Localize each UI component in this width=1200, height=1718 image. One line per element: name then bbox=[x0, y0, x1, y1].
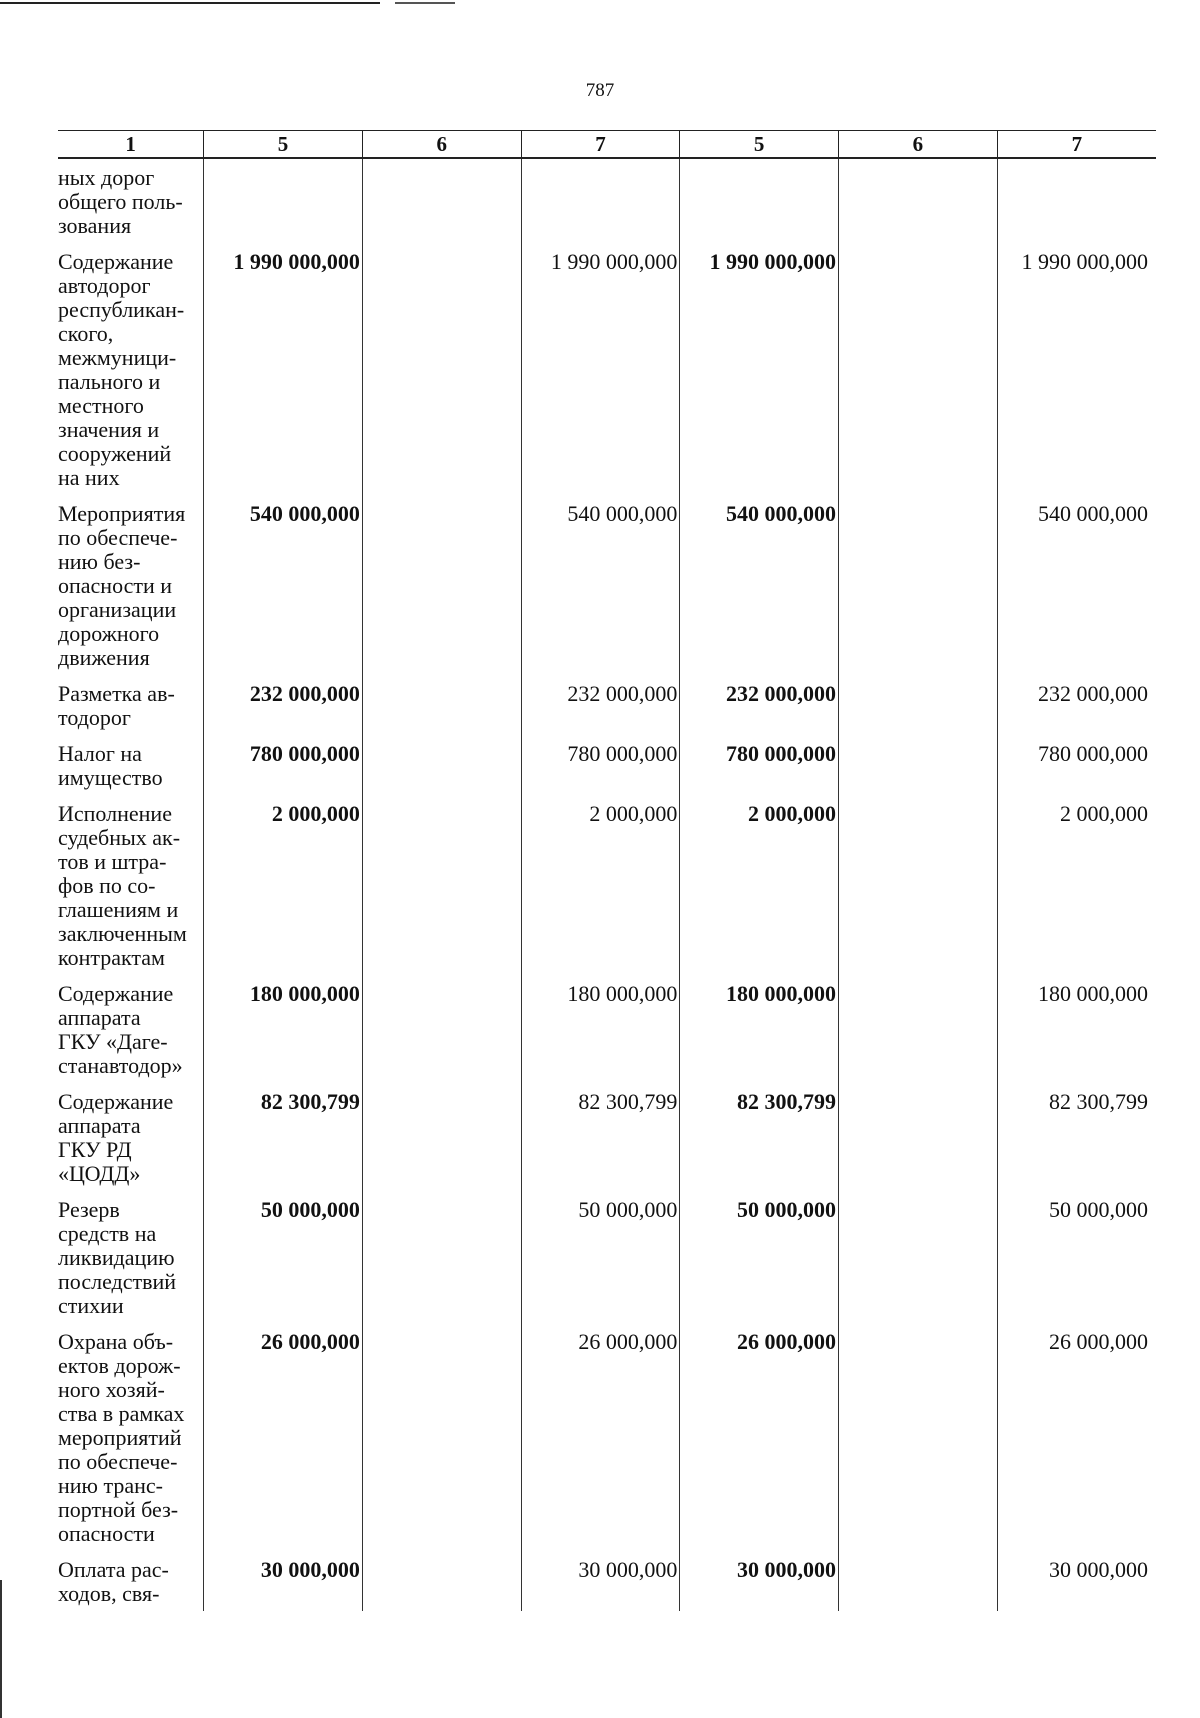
value-cell-c7a bbox=[521, 158, 680, 243]
value-cell-c5a: 26 000,000 bbox=[204, 1323, 363, 1551]
value-cell-c5a: 82 300,799 bbox=[204, 1083, 363, 1191]
column-header: 6 bbox=[839, 131, 998, 159]
value-cell-c5b: 82 300,799 bbox=[680, 1083, 839, 1191]
value-cell-c5a: 50 000,000 bbox=[204, 1191, 363, 1323]
value-cell-c6b bbox=[839, 243, 998, 495]
value-cell-c7a: 780 000,000 bbox=[521, 735, 680, 795]
value-cell-c7b: 26 000,000 bbox=[997, 1323, 1156, 1551]
value-cell-c5b: 1 990 000,000 bbox=[680, 243, 839, 495]
value-cell-c7a: 180 000,000 bbox=[521, 975, 680, 1083]
row-label: Содержание автодорог республикан- ского, межмуници- пального и местного значения и сооружений на них bbox=[58, 249, 185, 490]
budget-table bbox=[58, 130, 1156, 1611]
table-row bbox=[58, 495, 1156, 675]
row-label: Мероприятия по обеспече- нию без- опасности и организации дорожного движения bbox=[58, 501, 186, 670]
value-cell-c5a: 232 000,000 bbox=[204, 675, 363, 735]
table-row bbox=[58, 735, 1156, 795]
column-header: 6 bbox=[362, 131, 521, 159]
value-cell-c7b bbox=[997, 158, 1156, 243]
value-cell-c6b bbox=[839, 1551, 998, 1611]
value-cell-c6a bbox=[362, 158, 521, 243]
value-cell-c6a bbox=[362, 1551, 521, 1611]
value-cell-c7a: 30 000,000 bbox=[521, 1551, 680, 1611]
table-row bbox=[58, 243, 1156, 495]
top-scan-rule-fragment bbox=[395, 2, 455, 4]
column-header: 1 bbox=[58, 131, 204, 159]
table-row bbox=[58, 1083, 1156, 1191]
value-cell-c7a: 82 300,799 bbox=[521, 1083, 680, 1191]
value-cell-c5b: 30 000,000 bbox=[680, 1551, 839, 1611]
table-row bbox=[58, 1191, 1156, 1323]
value-cell-c5a bbox=[204, 158, 363, 243]
column-header: 5 bbox=[680, 131, 839, 159]
value-cell-c6b bbox=[839, 1083, 998, 1191]
value-cell-c6b bbox=[839, 675, 998, 735]
row-label: Охрана объ- ектов дорож- ного хозяй- ства в рамках мероприятий по обеспече- нию транс- портной без- опасности bbox=[58, 1329, 185, 1546]
value-cell-c5b: 26 000,000 bbox=[680, 1323, 839, 1551]
table-row bbox=[58, 1323, 1156, 1551]
value-cell-c6b bbox=[839, 495, 998, 675]
row-label: Налог на имущество bbox=[58, 741, 163, 790]
table-header-row bbox=[58, 131, 1156, 159]
value-cell-c7b: 780 000,000 bbox=[997, 735, 1156, 795]
row-label: Резерв средств на ликвидацию последствий стихии bbox=[58, 1197, 177, 1318]
column-header: 5 bbox=[204, 131, 363, 159]
value-cell-c6b bbox=[839, 795, 998, 975]
value-cell-c5b: 780 000,000 bbox=[680, 735, 839, 795]
value-cell-c7b: 540 000,000 bbox=[997, 495, 1156, 675]
row-label: Содержание аппарата ГКУ «Даге- станавтодор» bbox=[58, 981, 183, 1078]
value-cell-c5a: 780 000,000 bbox=[204, 735, 363, 795]
top-scan-rule bbox=[0, 2, 380, 4]
value-cell-c5a: 30 000,000 bbox=[204, 1551, 363, 1611]
scan-edge-line bbox=[0, 1580, 2, 1718]
value-cell-c5b bbox=[680, 158, 839, 243]
row-label: Содержание аппарата ГКУ РД «ЦОДД» bbox=[58, 1089, 174, 1186]
value-cell-c6a bbox=[362, 795, 521, 975]
value-cell-c7a: 232 000,000 bbox=[521, 675, 680, 735]
value-cell-c5b: 50 000,000 bbox=[680, 1191, 839, 1323]
value-cell-c7b: 1 990 000,000 bbox=[997, 243, 1156, 495]
table-row bbox=[58, 795, 1156, 975]
value-cell-c6a bbox=[362, 675, 521, 735]
value-cell-c7b: 232 000,000 bbox=[997, 675, 1156, 735]
value-cell-c6a bbox=[362, 975, 521, 1083]
value-cell-c6b bbox=[839, 1191, 998, 1323]
value-cell-c6a bbox=[362, 1083, 521, 1191]
value-cell-c6a bbox=[362, 243, 521, 495]
row-label: Разметка ав- тодорог bbox=[58, 681, 175, 730]
column-header: 7 bbox=[997, 131, 1156, 159]
page-number: 787 bbox=[585, 80, 615, 101]
value-cell-c7a: 50 000,000 bbox=[521, 1191, 680, 1323]
value-cell-c5a: 180 000,000 bbox=[204, 975, 363, 1083]
table-row bbox=[58, 675, 1156, 735]
value-cell-c5b: 540 000,000 bbox=[680, 495, 839, 675]
value-cell-c7b: 82 300,799 bbox=[997, 1083, 1156, 1191]
value-cell-c5a: 2 000,000 bbox=[204, 795, 363, 975]
value-cell-c6b bbox=[839, 975, 998, 1083]
value-cell-c5b: 2 000,000 bbox=[680, 795, 839, 975]
row-label: Исполнение судебных ак- тов и штра- фов по со- глашениям и заключенным контрактам bbox=[58, 801, 187, 970]
value-cell-c7b: 180 000,000 bbox=[997, 975, 1156, 1083]
value-cell-c7b: 30 000,000 bbox=[997, 1551, 1156, 1611]
value-cell-c7b: 50 000,000 bbox=[997, 1191, 1156, 1323]
row-label: Оплата рас- ходов, свя- bbox=[58, 1557, 169, 1606]
value-cell-c7a: 1 990 000,000 bbox=[521, 243, 680, 495]
value-cell-c7b: 2 000,000 bbox=[997, 795, 1156, 975]
value-cell-c6b bbox=[839, 1323, 998, 1551]
value-cell-c5b: 232 000,000 bbox=[680, 675, 839, 735]
value-cell-c6b bbox=[839, 158, 998, 243]
value-cell-c7a: 26 000,000 bbox=[521, 1323, 680, 1551]
table-row bbox=[58, 975, 1156, 1083]
value-cell-c6b bbox=[839, 735, 998, 795]
table-row bbox=[58, 1551, 1156, 1611]
value-cell-c5b: 180 000,000 bbox=[680, 975, 839, 1083]
value-cell-c6a bbox=[362, 1191, 521, 1323]
value-cell-c7a: 2 000,000 bbox=[521, 795, 680, 975]
value-cell-c5a: 1 990 000,000 bbox=[204, 243, 363, 495]
table-row bbox=[58, 158, 1156, 243]
value-cell-c6a bbox=[362, 1323, 521, 1551]
value-cell-c5a: 540 000,000 bbox=[204, 495, 363, 675]
column-header: 7 bbox=[521, 131, 680, 159]
table-body bbox=[58, 158, 1156, 1611]
row-label: ных дорог общего поль- зования bbox=[58, 165, 183, 238]
value-cell-c6a bbox=[362, 735, 521, 795]
value-cell-c7a: 540 000,000 bbox=[521, 495, 680, 675]
value-cell-c6a bbox=[362, 495, 521, 675]
